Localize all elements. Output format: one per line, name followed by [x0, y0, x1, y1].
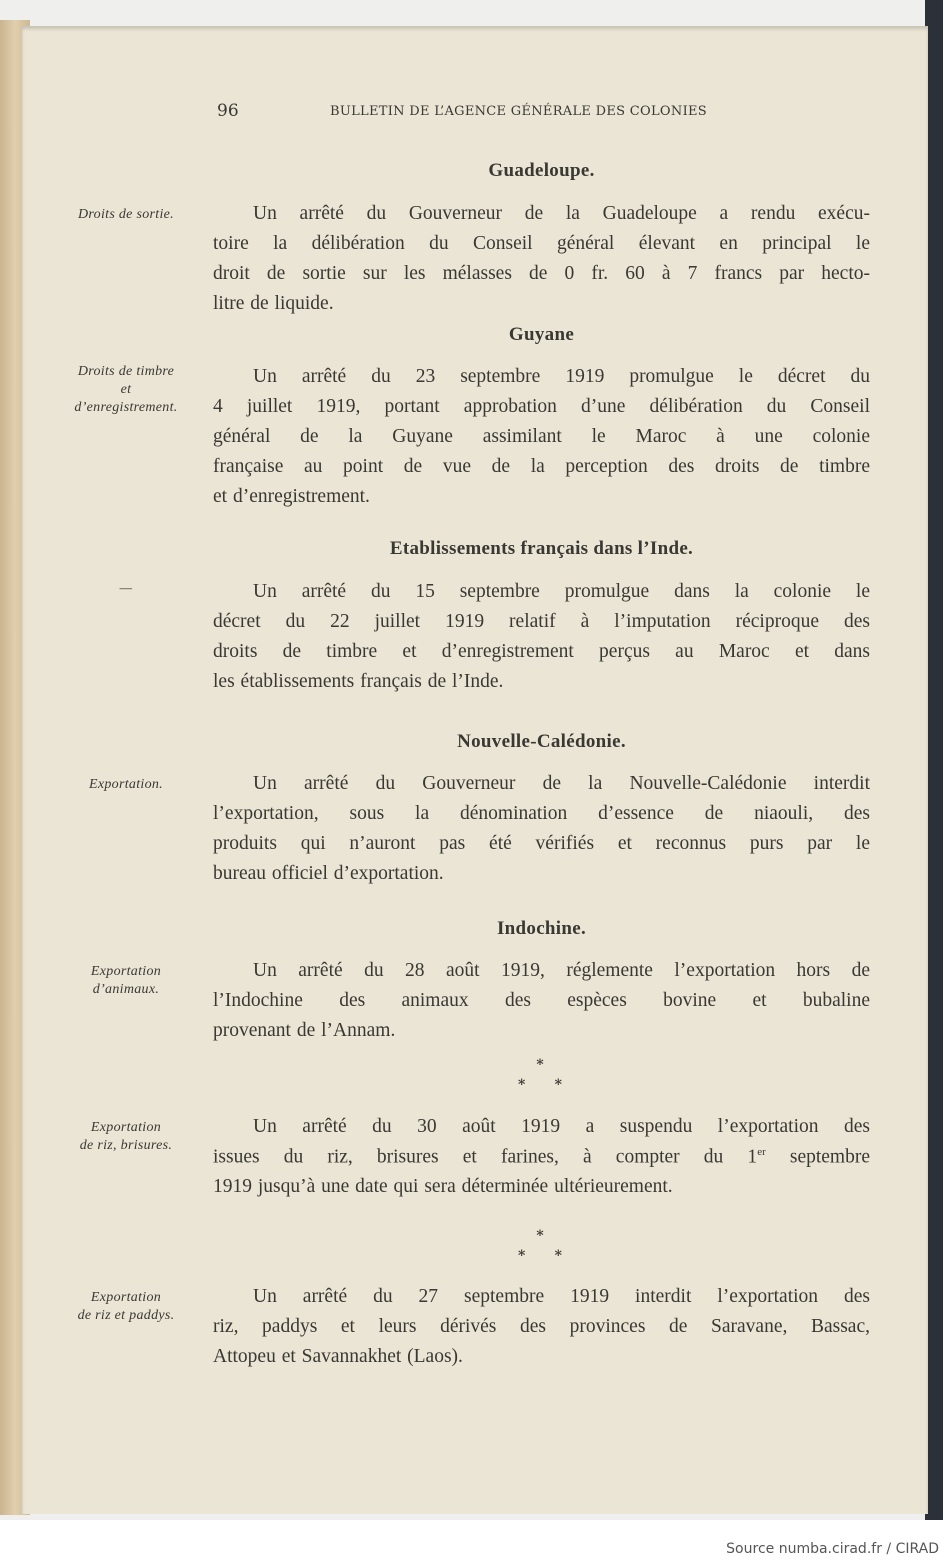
superscript: er	[757, 1146, 766, 1158]
margin-note: —	[119, 581, 133, 596]
text-line: Attopeu et Savannakhet (Laos).	[213, 1346, 463, 1367]
text-line: Un arrêté du 30 août 1919 a suspendu l’exportation des	[253, 1116, 870, 1137]
section-heading: Nouvelle-Calédonie.	[457, 731, 626, 752]
margin-note: de riz et paddys.	[77, 1308, 175, 1323]
margin-note: Exportation.	[89, 777, 163, 792]
text-line: Un arrêté du 23 septembre 1919 promulgue le décret du	[253, 366, 870, 387]
text-line: droit de sortie sur les mélasses de 0 fr. 60 à 7 francs par hecto-	[213, 263, 870, 284]
text-line: décret du 22 juillet 1919 relatif à l’imputation réciproque des	[213, 611, 870, 632]
text-line: riz, paddys et leurs dérivés des provinces de Saravane, Bassac,	[213, 1316, 870, 1337]
page-number: 96	[217, 101, 239, 121]
text-line: Un arrêté du Gouverneur de la Nouvelle-Calédonie interdit	[253, 773, 870, 794]
section-heading: Guadeloupe.	[488, 160, 595, 181]
asterism-separator: *	[536, 1057, 544, 1073]
margin-note: Exportation	[90, 1120, 162, 1135]
text-line: litre de liquide.	[213, 293, 334, 314]
text-line: l’Indochine des animaux des espèces bovine et bubaline	[213, 990, 870, 1011]
text-line: provenant de l’Annam.	[213, 1020, 396, 1041]
asterism-separator: *	[536, 1228, 544, 1244]
margin-note: Exportation	[90, 964, 162, 979]
margin-note: d’animaux.	[92, 982, 160, 997]
text-line: française au point de vue de la perception des droits de timbre	[213, 456, 870, 477]
margin-note: d’enregistrement.	[74, 400, 178, 415]
asterism-separator: * *	[518, 1248, 562, 1264]
text-line: Un arrêté du 15 septembre promulgue dans la colonie le	[253, 581, 870, 602]
text-line: Un arrêté du 27 septembre 1919 interdit l’exportation des	[253, 1286, 870, 1307]
margin-note: et	[120, 382, 132, 397]
text-line: l’exportation, sous la dénomination d’essence de niaouli, des	[213, 803, 870, 824]
text-line: toire la délibération du Conseil général élevant en principal le	[213, 233, 870, 254]
text-line: Un arrêté du 28 août 1919, réglemente l’exportation hors de	[253, 960, 870, 981]
margin-note: de riz, brisures.	[79, 1138, 173, 1153]
margin-note: Droits de sortie.	[78, 207, 174, 222]
text-line: et d’enregistrement.	[213, 486, 370, 507]
margin-note: Droits de timbre	[77, 364, 175, 379]
asterism-separator: * *	[518, 1077, 562, 1093]
margin-note: Exportation	[90, 1290, 162, 1305]
text-line: 4 juillet 1919, portant approbation d’une délibération du Conseil	[213, 396, 870, 417]
text-line: 1919 jusqu’à une date qui sera déterminée ultérieurement.	[213, 1176, 673, 1197]
text-line: produits qui n’auront pas été vérifiés et reconnus purs par le	[213, 833, 870, 854]
section-heading: Guyane	[508, 324, 575, 345]
text-line: les établissements français de l’Inde.	[213, 671, 504, 692]
section-heading: Etablissements français dans l’Inde.	[389, 538, 694, 559]
text-line: Un arrêté du Gouverneur de la Guadeloupe a rendu exécu-	[253, 203, 870, 224]
text-line: bureau officiel d’exportation.	[213, 863, 444, 884]
source-credit: Source numba.cirad.fr / CIRAD	[726, 1541, 939, 1557]
text-line: général de la Guyane assimilant le Maroc à une colonie	[213, 426, 870, 447]
text-line: issues du riz, brisures et farines, à compter du 1er septembre	[213, 1146, 870, 1168]
section-heading: Indochine.	[496, 918, 587, 939]
running-title: BULLETIN DE L’AGENCE GÉNÉRALE DES COLONIES	[330, 104, 707, 119]
text-line: droits de timbre et d’enregistrement perçus au Maroc et dans	[213, 641, 870, 662]
